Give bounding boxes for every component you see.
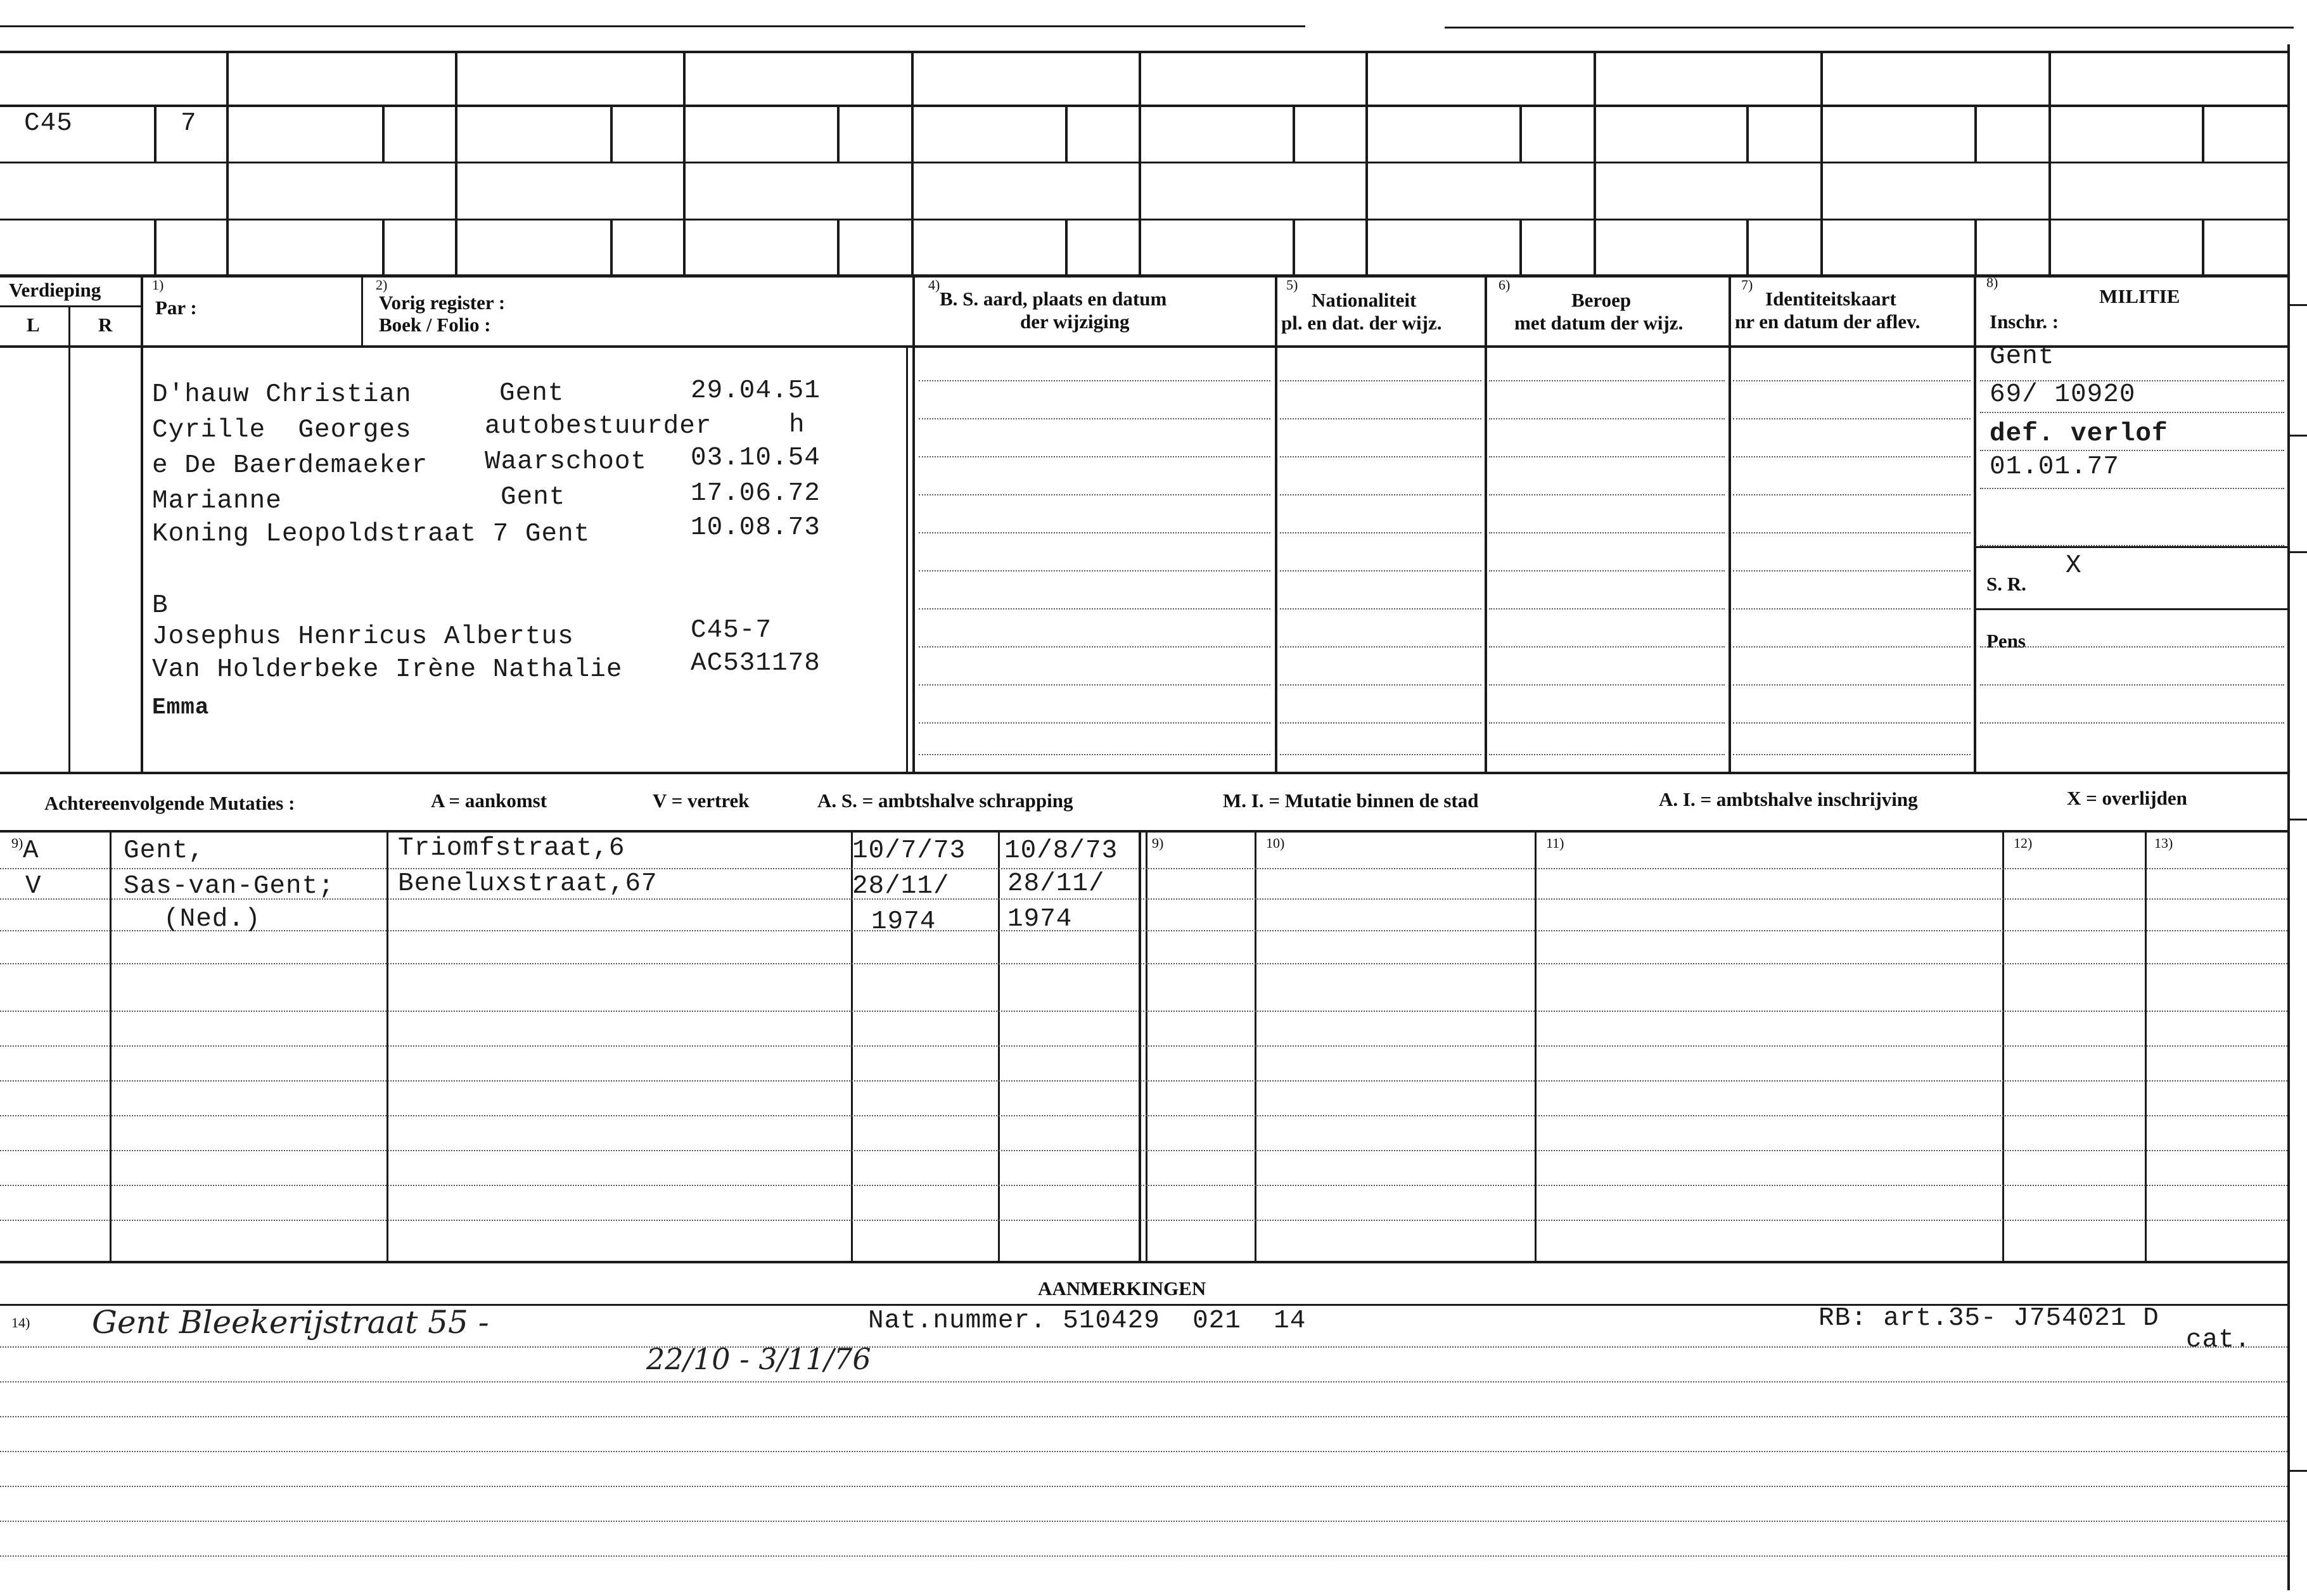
handwritten-address: Gent Bleekerijstraat 55 -	[92, 1304, 489, 1341]
parent-line-2-left: Van Holderbeke Irène Nathalie	[152, 655, 623, 684]
person-line-1-mid: Gent	[499, 379, 565, 408]
inschr-label: Inschr. :	[1990, 310, 2059, 333]
register-folio: 7	[181, 109, 197, 138]
col14-number: 14)	[11, 1315, 30, 1331]
bs-label-line2: der wijziging	[1020, 310, 1130, 333]
militie-label: MILITIE	[2099, 285, 2180, 307]
identiteitskaart-label-line1: Identiteitskaart	[1765, 288, 1896, 310]
person-line-5-left: Koning Leopoldstraat 7 Gent	[152, 520, 591, 549]
col12-number: 12)	[2014, 835, 2033, 851]
mutation-row-1-date2: 10/8/73	[1004, 836, 1118, 865]
verdieping-label: Verdieping	[9, 279, 101, 301]
col9b-number: 9)	[1152, 835, 1164, 851]
legend-inschrijving: A. I. = ambtshalve inschrijving	[1659, 788, 1918, 810]
person-line-2-right: h	[789, 411, 805, 440]
person-line-4-right: 17.06.72	[691, 479, 821, 508]
col6-number: 6)	[1499, 277, 1511, 293]
mutation-row-1-street: Triomfstraat,6	[398, 834, 625, 863]
parent-line-1-left: Josephus Henricus Albertus	[152, 622, 574, 651]
mutation-row-3-place: (Ned.)	[163, 905, 261, 934]
col7-number: 7)	[1741, 277, 1753, 293]
mutation-row-1-code: A	[23, 836, 39, 865]
col10-number: 10)	[1266, 835, 1285, 851]
parent-line-2-right: AC531178	[691, 649, 821, 678]
person-line-2-left: Cyrille Georges	[152, 416, 412, 445]
nat-nummer: Nat.nummer. 510429 021 14	[868, 1306, 1307, 1336]
mutation-row-1-date1: 10/7/73	[852, 836, 966, 865]
beroep-label-line2: met datum der wijz.	[1514, 312, 1684, 334]
mutation-row-1-place: Gent,	[124, 836, 205, 865]
person-line-3-mid: Waarschoot	[485, 447, 648, 476]
parent-line-1-right: C45-7	[691, 616, 772, 645]
legend-schrapping: A. S. = ambtshalve schrapping	[817, 789, 1073, 812]
legend-mutatie-stad: M. I. = Mutatie binnen de stad	[1223, 789, 1479, 812]
mutation-row-3-date2: 1974	[1007, 905, 1073, 934]
aanmerkingen-title: AANMERKINGEN	[1038, 1277, 1206, 1299]
col4-number: 4)	[928, 277, 940, 293]
col9-number: 9)	[11, 835, 23, 851]
pens-label: Pens	[1986, 630, 2026, 652]
col2-number: 2)	[376, 277, 388, 293]
mutation-row-2-date2: 28/11/	[1007, 869, 1105, 898]
sr-label: S. R.	[1986, 573, 2026, 595]
col8-number: 8)	[1986, 274, 1998, 290]
identiteitskaart-label-line2: nr en datum der aflev.	[1735, 310, 1920, 333]
nationaliteit-label-line1: Nationaliteit	[1312, 289, 1417, 311]
person-line-4-left: Marianne	[152, 487, 282, 516]
militie-status: def. verlof	[1990, 419, 2168, 449]
l-label: L	[27, 314, 40, 336]
handwritten-dates: 22/10 - 3/11/76	[646, 1342, 871, 1376]
parent-line-3-left: Emma	[152, 694, 210, 720]
nationaliteit-label-line2: pl. en dat. der wijz.	[1281, 312, 1442, 334]
person-line-1-right: 29.04.51	[691, 376, 821, 405]
person-line-2-mid: autobestuurder	[485, 412, 712, 441]
vorig-register-label: Vorig register :	[379, 291, 506, 314]
person-line-1-left: D'hauw Christian	[152, 380, 412, 409]
person-line-5-right: 10.08.73	[691, 513, 821, 542]
mutation-row-2-date1: 28/11/	[852, 872, 950, 901]
par-label: Par :	[155, 297, 197, 319]
col1-number: 1)	[152, 277, 164, 293]
person-line-4-mid: Gent	[501, 483, 566, 512]
mutation-row-2-street: Beneluxstraat,67	[398, 869, 658, 898]
person-line-3-right: 03.10.54	[691, 444, 821, 473]
mutation-row-2-code: V	[25, 872, 42, 901]
col13-number: 13)	[2154, 835, 2173, 851]
parents-b-label: B	[152, 591, 169, 620]
mutation-row-3-date1: 1974	[871, 907, 936, 936]
bs-label-line1: B. S. aard, plaats en datum	[940, 288, 1167, 310]
militie-place: Gent	[1990, 342, 2055, 371]
col5-number: 5)	[1286, 277, 1298, 293]
rb-cat: cat.	[2186, 1325, 2251, 1355]
legend-title: Achtereenvolgende Mutaties :	[44, 792, 295, 814]
militie-number: 69/ 10920	[1990, 380, 2136, 409]
register-code: C45	[24, 109, 73, 138]
boek-folio-label: Boek / Folio :	[379, 314, 491, 336]
legend-overlijden: X = overlijden	[2067, 787, 2187, 809]
mutation-row-2-place: Sas-van-Gent;	[124, 872, 335, 901]
beroep-label-line1: Beroep	[1571, 289, 1632, 311]
legend-aankomst: A = aankomst	[431, 789, 547, 812]
rb-reference: RB: art.35- J754021 D	[1818, 1304, 2159, 1333]
r-label: R	[98, 314, 113, 336]
legend-vertrek: V = vertrek	[653, 789, 750, 812]
militie-date: 01.01.77	[1990, 452, 2119, 482]
col11-number: 11)	[1546, 835, 1564, 851]
person-line-3-left: e De Baerdemaeker	[152, 451, 428, 480]
sr-value: X	[2066, 551, 2082, 580]
